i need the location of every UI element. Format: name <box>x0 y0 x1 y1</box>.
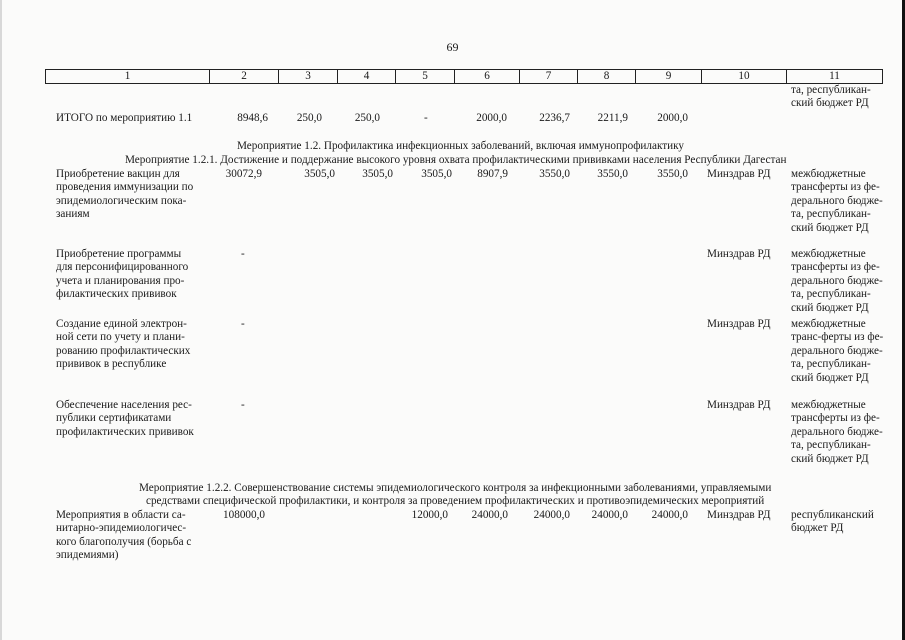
row-3-value-2: - <box>241 318 245 330</box>
total-value-5: - <box>424 112 428 124</box>
row-3-name: Создание единой электрон- ной сети по учету и плани- рованию профилактических прививок в республике <box>56 318 191 371</box>
row-1-value-7: 3550,0 <box>539 168 570 180</box>
section-heading-1-2: Мероприятие 1.2. Профилактика инфекционных заболеваний, включая иммунопрофилактику <box>237 140 685 152</box>
total-row-label: ИТОГО по мероприятию 1.1 <box>56 112 193 124</box>
row-5-value-7: 24000,0 <box>533 509 570 521</box>
section-heading-1-2-2-line-2: средствами специфической профилактики, и контроля за проведением профилактических и противоэпидемических мероприятий <box>146 495 765 507</box>
row-4-source: межбюджетные трансферты из фе- дерального бюдже- та, республикан- ский бюджет РД <box>791 399 883 465</box>
row-5-name: Мероприятия в области са- нитарно-эпидемиологичес- кого благополучия (борьба с эпидемиями) <box>56 509 192 562</box>
row-1-value-9: 3550,0 <box>657 168 688 180</box>
row-4-executor: Минздрав РД <box>707 399 771 411</box>
row-1-source: межбюджетные трансферты из фе- дерального бюдже- та, республикан- ский бюджет РД <box>791 168 883 234</box>
table-header <box>45 69 883 84</box>
total-value-7: 2236,7 <box>539 112 570 124</box>
total-value-4: 250,0 <box>354 112 380 124</box>
row-1-value-5: 3505,0 <box>421 168 452 180</box>
section-heading-1-2-2-line-1: Мероприятие 1.2.2. Совершенствование системы эпидемиологического контроля за инфекционными заболеваниями, управляемыми <box>139 482 772 494</box>
row-3-executor: Минздрав РД <box>707 318 771 330</box>
row-2-value-2: - <box>241 248 245 260</box>
row-5-value-5: 12000,0 <box>411 509 448 521</box>
row-5-total: 108000,0 <box>223 509 265 521</box>
header-col-11: 11 <box>787 70 883 83</box>
row-1-value-8: 3550,0 <box>597 168 628 180</box>
row-2-executor: Минздрав РД <box>707 248 771 260</box>
total-value-8: 2211,9 <box>597 112 628 124</box>
row-5-value-8: 24000,0 <box>591 509 628 521</box>
row-1-value-6: 8907,9 <box>477 168 508 180</box>
row-5-value-9: 24000,0 <box>651 509 688 521</box>
header-col-7: 7 <box>520 70 578 83</box>
continued-funding-source: та, республикан- ский бюджет РД <box>791 84 871 110</box>
header-col-6: 6 <box>455 70 520 83</box>
section-heading-1-2-1: Мероприятие 1.2.1. Достижение и поддержание высокого уровня охвата профилактическими прививками населения Республики Дагестан <box>125 154 787 166</box>
row-1-executor: Минздрав РД <box>707 168 771 180</box>
header-col-8: 8 <box>578 70 636 83</box>
total-value-2: 8948,6 <box>237 112 268 124</box>
row-1-value-2: 30072,9 <box>225 168 262 180</box>
header-col-5: 5 <box>396 70 455 83</box>
header-col-4: 4 <box>338 70 396 83</box>
row-5-executor: Минздрав РД <box>707 509 771 521</box>
total-value-6: 2000,0 <box>476 112 507 124</box>
header-col-1: 1 <box>46 70 210 83</box>
row-2-name: Приобретение программы для персонифицированного учета и планирования про- филактических прививок <box>56 248 189 301</box>
row-1-value-4: 3505,0 <box>362 168 393 180</box>
scan-left-edge <box>0 0 2 640</box>
row-3-source: межбюджетные транс-ферты из фе- дерального бюдже- та, республикан- ский бюджет РД <box>791 318 884 384</box>
header-col-3: 3 <box>279 70 338 83</box>
row-5-value-6: 24000,0 <box>471 509 508 521</box>
header-col-9: 9 <box>636 70 702 83</box>
page-number: 69 <box>446 40 459 54</box>
row-2-source: межбюджетные трансферты из фе- дерального бюдже- та, республикан- ский бюджет РД <box>791 248 883 314</box>
header-col-10: 10 <box>702 70 787 83</box>
row-1-value-3: 3505,0 <box>304 168 335 180</box>
total-value-3: 250,0 <box>296 112 322 124</box>
header-col-2: 2 <box>210 70 279 83</box>
row-1-name: Приобретение вакцин для проведения иммунизации по эпидемиологическим пока- заниям <box>56 168 194 221</box>
total-value-9: 2000,0 <box>657 112 688 124</box>
row-5-source: республиканский бюджет РД <box>791 509 874 535</box>
row-4-value-2: - <box>241 399 245 411</box>
row-4-name: Обеспечение населения рес- публики сертификатами профилактических прививок <box>56 399 194 438</box>
